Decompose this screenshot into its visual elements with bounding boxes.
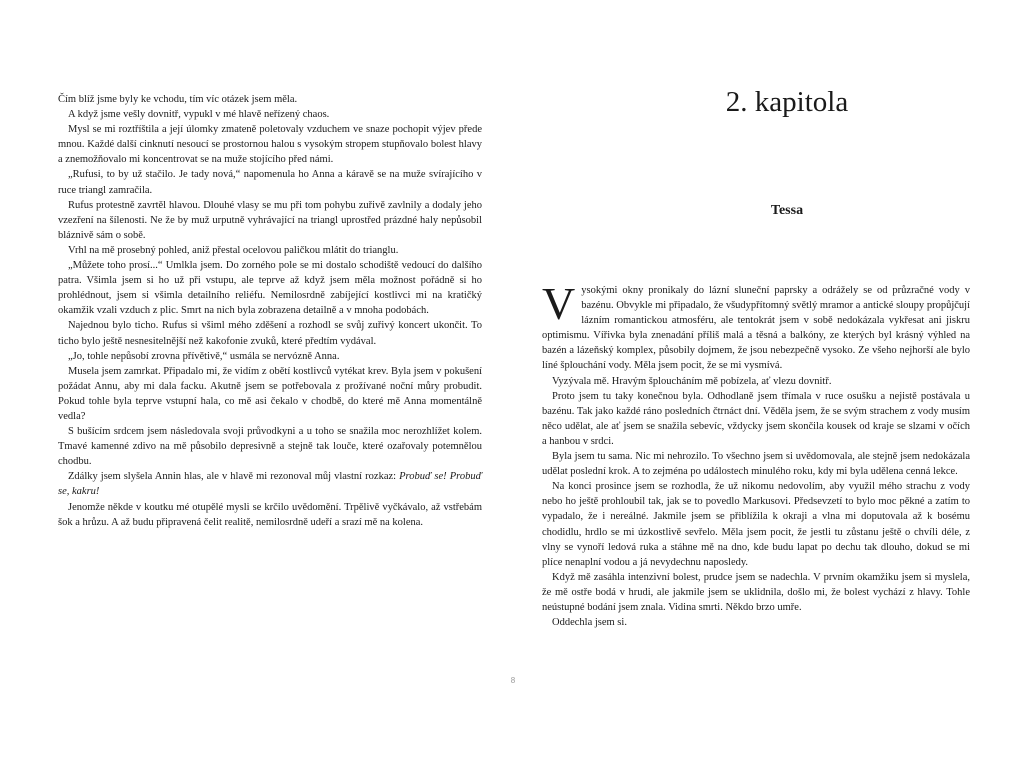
page-number: 8 <box>510 676 516 685</box>
paragraph: Oddechla jsem si. <box>552 617 627 629</box>
paragraph: S bušícím srdcem jsem následovala svoji průvodkyni a u toho se snažila moc nerozhlížet kolem. Tmavé kamenné zdivo na mě působilo depresivně a stejně tak louče, které ozařovaly potemnělou chodbu. <box>58 426 482 468</box>
paragraph: Proto jsem tu taky konečnou byla. Odhodlaně jsem třímala v ruce osušku a nejistě postávala u bazénu. Tak jako každé ráno posledních čtrnáct dní. Věděla jsem, že se svým strachem z vody musím něco udělat, ale ať jsem se snažila sebevíc, vždycky jsem skončila kousek od kraje se slzami v očích a hanbou v srdci. <box>542 390 970 447</box>
paragraph: Byla jsem tu sama. Nic mi nehrozilo. To všechno jsem si uvědomovala, ale stejně jsem nedokázala udělat poslední krok. A to zejména po událostech minulého roku, kdy mi byla udělena cenná lekce. <box>542 451 970 478</box>
paragraph: Čím blíž jsme byly ke vchodu, tím víc otázek jsem měla. <box>58 94 298 105</box>
paragraph: „Jo, tohle nepůsobí zrovna přívětivě,“ usmála se nervózně Anna. <box>68 350 340 362</box>
opening-paragraph <box>542 278 970 374</box>
paragraph: Když mě zasáhla intenzivní bolest, prudce jsem se nadechla. V prvním okamžiku jsem si myslela, že mě ostře bodá v hrudi, ale jakmile jsem se uklidnila, došlo mi, že bolest vychází z hlavy. Tohle neústupné bodání jsem znala. Vidina smrti. Někdo brzo umře. <box>542 571 970 613</box>
paragraph: Vyzývala mě. Hravým šploucháním mě pobízela, ať vlezu dovnitř. <box>552 375 832 387</box>
left-page-text <box>58 92 482 530</box>
right-page-text <box>542 278 970 630</box>
paragraph: Na konci prosince jsem se rozhodla, že už nikomu nedovolím, aby využil mého strachu z vody nebo ho ještě prohloubil tak, jak se to povedlo Markusovi. Předsevzetí to bylo moc pěkné a zatím to vypadalo, že i nereálné. Jakmile jsem se přiblížila k okraji a vlna mi doputovala až k bosému chodidlu, hrdlo se mi úzkostlivě sevřelo. Měla jsem pocit, že jestli tu zůstanu ještě o chvíli déle, z vlny se vynoří ledová ruka a stáhne mě na dno, kde budu lapat po dechu tak dlouho, dokud se mi plíce nenaplní vodou a já nevydechnu naposledy. <box>542 481 970 568</box>
paragraph-text: Zdálky jsem slyšela Annin hlas, ale v hlavě mi rezonoval můj vlastní rozkaz: <box>68 471 400 483</box>
paragraph: A když jsme vešly dovnitř, vypukl v mé hlavě neřízený chaos. <box>68 109 330 121</box>
paragraph: Mysl se mi roztříštila a její úlomky zmateně poletovaly vzduchem ve snaze pochopit výjev přede mnou. Každé další cinknutí nesoucí se prostornou halou s vysokým stropem stupňovalo bolest hlavy a znemožňovalo mi koncentrovat se na muže stojícího před námi. <box>58 124 482 166</box>
chapter-title: 2. kapitola <box>725 86 849 118</box>
italic-inner-voice: Probuď se! Probuď se, kakru! <box>58 471 482 498</box>
drop-cap: V <box>542 278 576 329</box>
paragraph: Rufus protestně zavrtěl hlavou. Dlouhé vlasy se mu při tom pohybu zuřivě zavlnily a dodaly jeho vzezření na šílenosti. Ne že by muž urputně vyhrávající na triangl uprostřed prázdné haly nepůsobil bláznivě sám o sobě. <box>58 199 482 241</box>
paragraph: „Můžete toho prosí...“ Umlkla jsem. Do zorného pole se mi dostalo schodiště vedoucí do dalšího patra. Všimla jsem si ho už při vstupu, ale teprve až když jsem měla možnost pořádně si ho prohlédnout, jsem si všimla detailního reliéfu. Nemilosrdně zabíjející kostlivci mi na kratičký okamžik vzali vzduch z plic. Smrt na nich byla zobrazena detailně a v mnoha podobách. <box>58 260 482 317</box>
chapter-subtitle: Tessa <box>770 203 804 218</box>
paragraph-text: ysokými okny pronikaly do lázní sluneční paprsky a odrážely se od průzračné vody v bazénu. Obvykle mi připadalo, že všudypřítomný světlý mramor a antické sloupy propůjčují lázním romantickou atmosféru, ale tentokrát jsem v sobě nedokázala vykřesat ani jiskru optimismu. Vířivka byla znenadání příliš malá a těsná a balkóny, ze kterých byl krásný výhled na bazén a lázeňský komplex, působily dojmem, že jsou nebezpečně vysoko. Ze všeho nejhorší ale bylo líné šplouchání vody. Měla jsem pocit, že se mi vysmívá. <box>542 285 970 372</box>
right-page <box>512 0 1024 768</box>
paragraph: Jenomže někde v koutku mé otupělé mysli se krčilo uvědomění. Trpělivě vyčkávalo, až vstřebám šok a hrůzu. A až budu připravená čelit realitě, nemilosrdně udeří a srazí mě na kolena. <box>58 501 482 528</box>
paragraph: „Rufusi, to by už stačilo. Je tady nová,“ napomenula ho Anna a káravě se na muže svírajícího v ruce triangl zamračila. <box>58 169 482 196</box>
paragraph: Vrhl na mě prosebný pohled, aniž přestal ocelovou paličkou mlátit do trianglu. <box>68 244 399 256</box>
paragraph <box>58 469 482 499</box>
paragraph: Najednou bylo ticho. Rufus si všiml mého zděšení a rozhodl se svůj zuřivý koncert ukončit. To ticho bylo ještě nesnesitelnější než kakofonie zvuků, které předtím vydával. <box>58 320 482 347</box>
paragraph: Musela jsem zamrkat. Připadalo mi, že vidím z obětí kostlivců vytékat krev. Byla jsem v pokušení požádat Annu, aby mi dala facku. Akutně jsem se potřebovala z prožívané noční můry probudit. Pokud tohle byla teprve vstupní hala, co mě asi čekalo v chodbě, do které mě Anna momentálně vedla? <box>58 365 482 422</box>
